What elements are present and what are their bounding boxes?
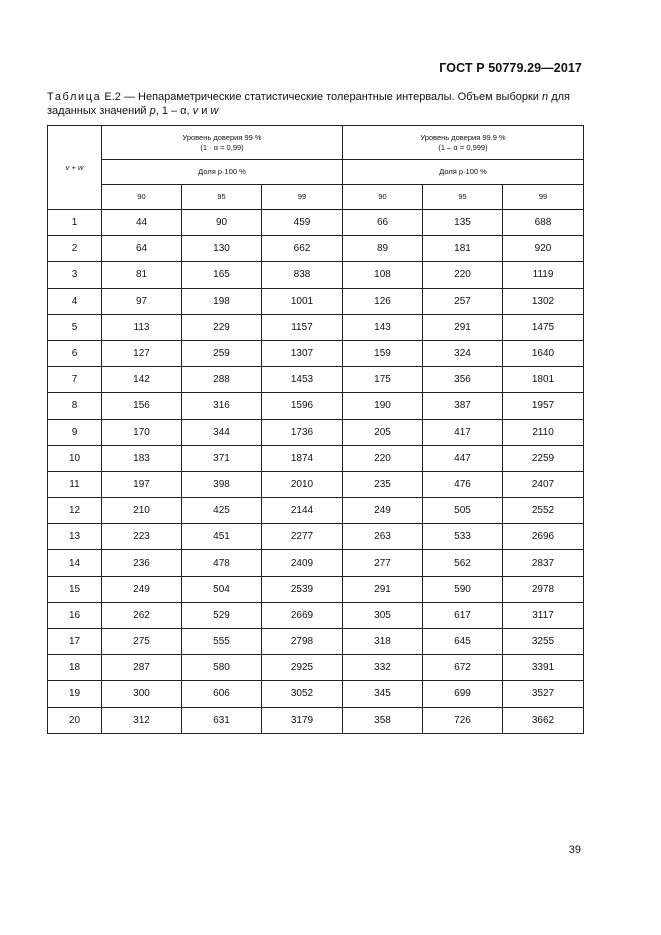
table-cell: 1302 bbox=[503, 288, 584, 314]
table-row bbox=[48, 576, 584, 602]
table-cell: 3527 bbox=[503, 681, 584, 707]
table-row bbox=[48, 419, 584, 445]
table-cell: 645 bbox=[423, 629, 503, 655]
table-cell: 64 bbox=[102, 236, 182, 262]
table-cell: 451 bbox=[182, 524, 262, 550]
caption-number: Е.2 bbox=[104, 91, 121, 103]
table-cell: 275 bbox=[102, 629, 182, 655]
table-cell: 312 bbox=[102, 707, 182, 733]
table-cell: 205 bbox=[343, 419, 423, 445]
table-cell: 197 bbox=[102, 471, 182, 497]
table-cell: 2798 bbox=[262, 629, 343, 655]
caption-title-cont: для заданных значений bbox=[47, 91, 570, 117]
table-cell: 126 bbox=[343, 288, 423, 314]
table-row bbox=[48, 314, 584, 340]
table-cell: 263 bbox=[343, 524, 423, 550]
table-cell: 417 bbox=[423, 419, 503, 445]
table-cell: 332 bbox=[343, 655, 423, 681]
table-cell: 3052 bbox=[262, 681, 343, 707]
row-index-cell: 13 bbox=[48, 524, 102, 550]
table-cell: 2837 bbox=[503, 550, 584, 576]
header-vw: v + w bbox=[48, 126, 102, 210]
table-body bbox=[48, 210, 584, 734]
caption-title: — Непараметрические статистические толерантные интервалы. Объем выборки bbox=[120, 91, 543, 103]
row-index-cell: 8 bbox=[48, 393, 102, 419]
table-cell: 387 bbox=[423, 393, 503, 419]
table-cell: 590 bbox=[423, 576, 503, 602]
table-cell: 1157 bbox=[262, 314, 343, 340]
table-cell: 2696 bbox=[503, 524, 584, 550]
row-index-cell: 19 bbox=[48, 681, 102, 707]
table-cell: 236 bbox=[102, 550, 182, 576]
table-cell: 425 bbox=[182, 498, 262, 524]
header-pct: 90 bbox=[343, 185, 423, 210]
table-cell: 97 bbox=[102, 288, 182, 314]
table-cell: 257 bbox=[423, 288, 503, 314]
header-share-999: Доля p·100 % bbox=[343, 160, 584, 185]
table-cell: 1957 bbox=[503, 393, 584, 419]
table-cell: 291 bbox=[343, 576, 423, 602]
table-cell: 476 bbox=[423, 471, 503, 497]
table-cell: 2552 bbox=[503, 498, 584, 524]
table-cell: 371 bbox=[182, 445, 262, 471]
table-cell: 223 bbox=[102, 524, 182, 550]
row-index-cell: 4 bbox=[48, 288, 102, 314]
table-cell: 262 bbox=[102, 602, 182, 628]
table-cell: 3117 bbox=[503, 602, 584, 628]
table-cell: 220 bbox=[423, 262, 503, 288]
table-cell: 1119 bbox=[503, 262, 584, 288]
table-cell: 3179 bbox=[262, 707, 343, 733]
table-row bbox=[48, 629, 584, 655]
row-index-cell: 3 bbox=[48, 262, 102, 288]
caption-n: n bbox=[542, 91, 549, 103]
confidence-99-label: Уровень доверия 99 % bbox=[182, 132, 262, 142]
confidence-99-alpha: (1 · α = 0,99) bbox=[200, 142, 244, 152]
table-cell: 235 bbox=[343, 471, 423, 497]
standard-code: ГОСТ Р 50779.29—2017 bbox=[439, 61, 582, 75]
table-cell: 3391 bbox=[503, 655, 584, 681]
table-cell: 1801 bbox=[503, 367, 584, 393]
row-index-cell: 2 bbox=[48, 236, 102, 262]
table-cell: 287 bbox=[102, 655, 182, 681]
table-row bbox=[48, 498, 584, 524]
table-cell: 1596 bbox=[262, 393, 343, 419]
table-cell: 165 bbox=[182, 262, 262, 288]
row-index-cell: 16 bbox=[48, 602, 102, 628]
row-index-cell: 5 bbox=[48, 314, 102, 340]
table-cell: 529 bbox=[182, 602, 262, 628]
table-cell: 1475 bbox=[503, 314, 584, 340]
table-cell: 135 bbox=[423, 210, 503, 236]
row-index-cell: 14 bbox=[48, 550, 102, 576]
table-cell: 259 bbox=[182, 340, 262, 366]
table-row bbox=[48, 550, 584, 576]
table-cell: 159 bbox=[343, 340, 423, 366]
table-row bbox=[48, 367, 584, 393]
table-cell: 562 bbox=[423, 550, 503, 576]
table-cell: 2407 bbox=[503, 471, 584, 497]
table-cell: 478 bbox=[182, 550, 262, 576]
header-share-99: Доля p·100 % bbox=[102, 160, 343, 185]
table-cell: 44 bbox=[102, 210, 182, 236]
table-row bbox=[48, 262, 584, 288]
table-cell: 688 bbox=[503, 210, 584, 236]
row-index-cell: 1 bbox=[48, 210, 102, 236]
header-pct: 95 bbox=[423, 185, 503, 210]
table-cell: 89 bbox=[343, 236, 423, 262]
table-cell: 2110 bbox=[503, 419, 584, 445]
table-cell: 229 bbox=[182, 314, 262, 340]
table-cell: 2010 bbox=[262, 471, 343, 497]
table-cell: 316 bbox=[182, 393, 262, 419]
table-cell: 198 bbox=[182, 288, 262, 314]
table-cell: 127 bbox=[102, 340, 182, 366]
table-cell: 356 bbox=[423, 367, 503, 393]
row-index-cell: 10 bbox=[48, 445, 102, 471]
table-cell: 291 bbox=[423, 314, 503, 340]
row-index-cell: 11 bbox=[48, 471, 102, 497]
table-cell: 277 bbox=[343, 550, 423, 576]
table-row bbox=[48, 524, 584, 550]
table-cell: 838 bbox=[262, 262, 343, 288]
table-cell: 3662 bbox=[503, 707, 584, 733]
caption-label: Таблица bbox=[47, 91, 102, 103]
table-cell: 726 bbox=[423, 707, 503, 733]
table-cell: 2925 bbox=[262, 655, 343, 681]
table-cell: 1640 bbox=[503, 340, 584, 366]
table-row bbox=[48, 707, 584, 733]
table-cell: 210 bbox=[102, 498, 182, 524]
table-cell: 447 bbox=[423, 445, 503, 471]
table-row bbox=[48, 471, 584, 497]
table-cell: 398 bbox=[182, 471, 262, 497]
table-cell: 533 bbox=[423, 524, 503, 550]
table-cell: 156 bbox=[102, 393, 182, 419]
header-pct: 99 bbox=[262, 185, 343, 210]
table-row bbox=[48, 236, 584, 262]
row-index-cell: 18 bbox=[48, 655, 102, 681]
confidence-999-alpha: (1 – α = 0,999) bbox=[438, 142, 488, 152]
caption-w: w bbox=[210, 105, 219, 117]
table-cell: 2259 bbox=[503, 445, 584, 471]
table-cell: 181 bbox=[423, 236, 503, 262]
caption-and: и bbox=[198, 105, 211, 117]
table-row bbox=[48, 681, 584, 707]
table-row bbox=[48, 602, 584, 628]
table-row bbox=[48, 445, 584, 471]
tolerance-table bbox=[47, 125, 584, 734]
table-cell: 2978 bbox=[503, 576, 584, 602]
header-pct: 95 bbox=[182, 185, 262, 210]
table-cell: 358 bbox=[343, 707, 423, 733]
header-confidence-99 bbox=[102, 126, 343, 160]
caption-v: v bbox=[192, 105, 199, 117]
table-cell: 3255 bbox=[503, 629, 584, 655]
table-cell: 288 bbox=[182, 367, 262, 393]
table-cell: 318 bbox=[343, 629, 423, 655]
table-cell: 606 bbox=[182, 681, 262, 707]
confidence-999-label: Уровень доверия 99.9 % bbox=[420, 132, 506, 142]
table-cell: 662 bbox=[262, 236, 343, 262]
table-cell: 2277 bbox=[262, 524, 343, 550]
table-cell: 66 bbox=[343, 210, 423, 236]
table-row bbox=[48, 288, 584, 314]
table-cell: 175 bbox=[343, 367, 423, 393]
header-confidence-999 bbox=[343, 126, 584, 160]
table-cell: 1874 bbox=[262, 445, 343, 471]
caption-mid: , 1 – α, bbox=[155, 105, 193, 117]
table-cell: 1453 bbox=[262, 367, 343, 393]
row-index-cell: 7 bbox=[48, 367, 102, 393]
table-cell: 505 bbox=[423, 498, 503, 524]
table-cell: 300 bbox=[102, 681, 182, 707]
table-cell: 344 bbox=[182, 419, 262, 445]
table-cell: 2539 bbox=[262, 576, 343, 602]
table-cell: 170 bbox=[102, 419, 182, 445]
row-index-cell: 6 bbox=[48, 340, 102, 366]
table-cell: 504 bbox=[182, 576, 262, 602]
table-cell: 324 bbox=[423, 340, 503, 366]
table-row bbox=[48, 393, 584, 419]
table-cell: 130 bbox=[182, 236, 262, 262]
table-cell: 617 bbox=[423, 602, 503, 628]
table-cell: 555 bbox=[182, 629, 262, 655]
table-cell: 305 bbox=[343, 602, 423, 628]
table-cell: 920 bbox=[503, 236, 584, 262]
table-row bbox=[48, 210, 584, 236]
row-index-cell: 17 bbox=[48, 629, 102, 655]
table-cell: 631 bbox=[182, 707, 262, 733]
table-cell: 345 bbox=[343, 681, 423, 707]
header-pct: 90 bbox=[102, 185, 182, 210]
table-cell: 1307 bbox=[262, 340, 343, 366]
table-cell: 190 bbox=[343, 393, 423, 419]
table-cell: 2144 bbox=[262, 498, 343, 524]
table-cell: 699 bbox=[423, 681, 503, 707]
header-pct: 99 bbox=[503, 185, 584, 210]
row-index-cell: 20 bbox=[48, 707, 102, 733]
table-cell: 220 bbox=[343, 445, 423, 471]
table-cell: 2409 bbox=[262, 550, 343, 576]
table-cell: 580 bbox=[182, 655, 262, 681]
table-cell: 249 bbox=[102, 576, 182, 602]
table-cell: 142 bbox=[102, 367, 182, 393]
table-cell: 1001 bbox=[262, 288, 343, 314]
table-row bbox=[48, 655, 584, 681]
table-cell: 672 bbox=[423, 655, 503, 681]
table-cell: 143 bbox=[343, 314, 423, 340]
table-cell: 113 bbox=[102, 314, 182, 340]
row-index-cell: 15 bbox=[48, 576, 102, 602]
table-cell: 108 bbox=[343, 262, 423, 288]
table-cell: 459 bbox=[262, 210, 343, 236]
page-number: 39 bbox=[568, 844, 581, 856]
table-row bbox=[48, 340, 584, 366]
caption-p: p bbox=[149, 105, 156, 117]
table-caption bbox=[47, 90, 587, 118]
row-index-cell: 12 bbox=[48, 498, 102, 524]
table-cell: 81 bbox=[102, 262, 182, 288]
row-index-cell: 9 bbox=[48, 419, 102, 445]
table-cell: 1736 bbox=[262, 419, 343, 445]
table-cell: 249 bbox=[343, 498, 423, 524]
table-cell: 183 bbox=[102, 445, 182, 471]
table-cell: 2669 bbox=[262, 602, 343, 628]
table-cell: 90 bbox=[182, 210, 262, 236]
